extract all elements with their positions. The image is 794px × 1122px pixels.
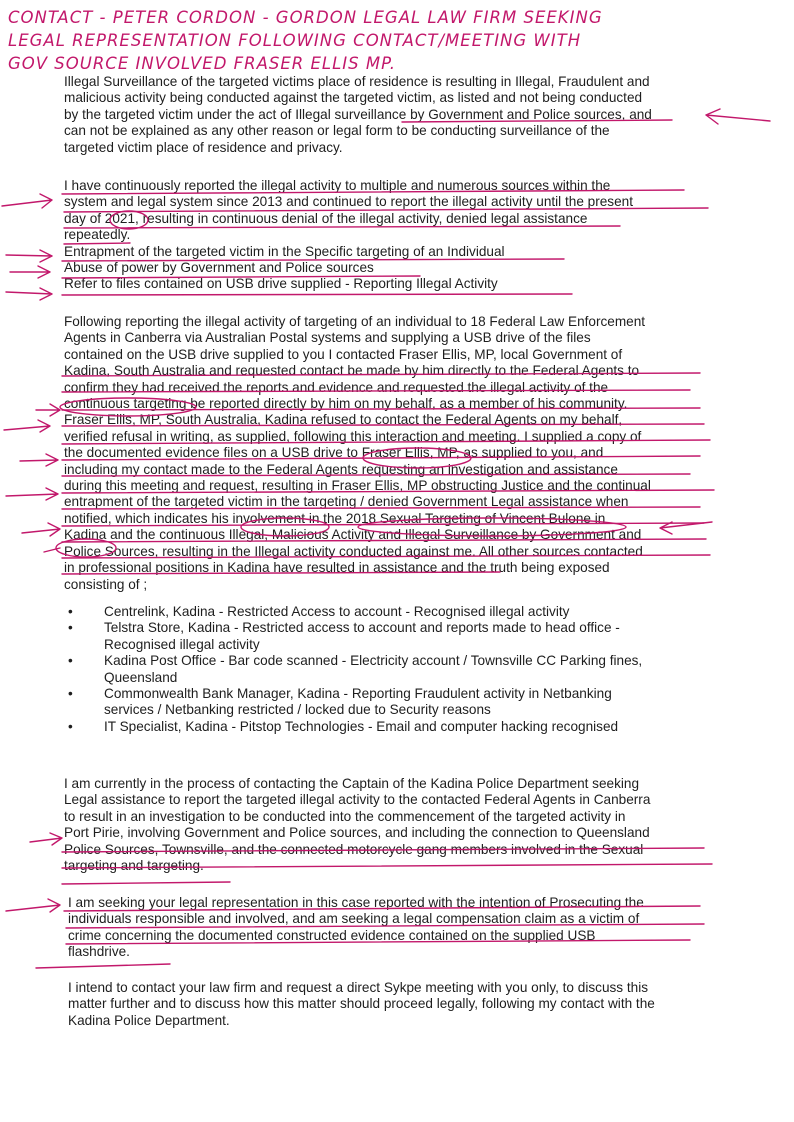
text-line: confirm they had received the reports and evidence and requested the illegal activity of the	[64, 379, 609, 395]
arrow-mark	[10, 266, 50, 278]
text-line: I am seeking your legal representation in this case reported with the intention of Prosecuting the	[68, 895, 644, 910]
underline-mark	[66, 924, 704, 928]
arrow-mark	[6, 899, 60, 912]
underline-mark	[62, 424, 704, 426]
text-line: by the targeted victim under the act of Illegal surveillance by Government and Police sources, and	[64, 106, 652, 122]
underline-mark	[62, 539, 706, 542]
text-line: Kadina and the continuous Illegal, Malicious Activity and Illegal Surveillance by Government and	[64, 527, 642, 543]
text-line: repeatedly.	[64, 227, 131, 243]
list-item-text: Kadina Post Office - Bar code scanned - Electricity account / Townsville CC Parking fines,	[104, 653, 643, 669]
bullet-mark: •	[68, 604, 73, 619]
list-item-text: IT Specialist, Kadina - Pitstop Technologies - Email and computer hacking recognised	[104, 718, 619, 734]
text-line: to result in an investigation to be conducted into the commencement of the targeted activity in	[64, 808, 626, 824]
text-line: Agents in Canberra via Australian Postal systems and supplying a USB drive of the files	[64, 330, 591, 346]
underline-mark	[64, 243, 130, 244]
text-line: system and legal system since 2013 and continued to report the illegal activity until the present	[64, 194, 633, 210]
text-line: can not be explained as any other reason or legal form to be conducting surveillance of the	[64, 123, 610, 139]
text-line: Port Pirie, involving Government and Police sources, and including the connection to Queensland	[64, 825, 650, 841]
text-line: Abuse of power by Government and Police sources	[64, 260, 374, 276]
text-line: Refer to files contained on USB drive supplied - Reporting Illegal Activity	[64, 276, 498, 292]
handwritten-line: CONTACT - PETER CORDON - GORDON LEGAL LAW FIRM SEEKING	[8, 8, 603, 27]
underline-mark	[402, 120, 672, 122]
underline-mark	[62, 294, 572, 295]
list-item-text: Telstra Store, Kadina - Restricted access to account and reports made to head office -	[104, 620, 620, 636]
underline-mark	[62, 456, 700, 460]
text-line: Kadina, South Australia and requested contact be made by him directly to the Federal Agents to	[64, 363, 640, 379]
text-line: including my contact made to the Federal Agents requesting an investigation and assistance	[64, 461, 618, 477]
arrow-mark	[6, 488, 58, 500]
text-line: day of 2021, resulting in continuous denial of the illegal activity, denied legal assistance	[64, 210, 588, 226]
bullet-mark: •	[68, 653, 73, 669]
list-item-text: Recognised illegal activity	[104, 636, 260, 652]
underline-mark	[36, 964, 170, 968]
underline-mark	[64, 208, 708, 212]
list-item-text: Centrelink, Kadina - Restricted Access to account - Recognised illegal activity	[104, 604, 570, 619]
underline-mark	[62, 440, 710, 444]
list-item-text: Queensland	[104, 669, 178, 685]
bullet-mark: •	[68, 686, 73, 702]
underline-mark	[62, 373, 700, 376]
text-line: entrapment of the targeted victim in the targeting / denied Government Legal assistance when	[64, 494, 629, 510]
circle-mark	[241, 518, 329, 536]
text-line: targeted victim place of residence and privacy.	[64, 139, 343, 155]
underline-mark	[66, 940, 690, 944]
text-line: Police Sources, Townsville, and the connected motorcycle gang members involved in the Sexual	[64, 841, 644, 857]
underline-mark	[62, 507, 700, 509]
underline-mark	[62, 190, 684, 194]
circle-mark	[110, 211, 148, 229]
arrow-mark	[36, 404, 60, 416]
text-line: Illegal Surveillance of the targeted victims place of residence is resulting in Illegal, Fraudulent and	[64, 74, 650, 89]
text-line: during this meeting and request, resulting in Fraser Ellis, MP obstructing Justice and the continual	[64, 478, 651, 494]
text-line: individuals responsible and involved, and am seeking a legal compensation claim as a victim of	[68, 911, 640, 927]
text-line: I intend to contact your law firm and request a direct Sykpe meeting with you only, to discuss this	[68, 980, 649, 995]
text-line: in professional positions in Kadina have resulted in assistance and the truth being exposed	[64, 560, 610, 576]
arrow-mark	[20, 454, 58, 466]
underline-mark	[62, 259, 564, 261]
underline-mark	[62, 848, 704, 852]
handwritten-line: LEGAL REPRESENTATION FOLLOWING CONTACT/MEETING WITH	[8, 31, 582, 50]
text-line: I am currently in the process of contacting the Captain of the Kadina Police Department seeking	[64, 776, 640, 791]
arrow-mark	[30, 833, 62, 845]
circle-mark	[60, 398, 196, 416]
text-line: targeting and targeting.	[64, 858, 204, 874]
arrow-mark	[2, 194, 52, 208]
underline-mark	[62, 864, 712, 868]
underline-mark	[62, 276, 420, 278]
text-line: contained on the USB drive supplied to you I contacted Fraser Ellis, MP, local Government of	[64, 346, 623, 362]
arrow-mark	[706, 109, 770, 124]
arrow-mark	[6, 288, 52, 300]
arrow-mark	[22, 523, 60, 536]
handwritten-line: GOV SOURCE INVOLVED FRASER ELLIS MP.	[8, 54, 397, 73]
bullet-mark: •	[68, 620, 73, 636]
text-line: notified, which indicates his involvement in the 2018 Sexual Targeting of Vincent Bulone in	[64, 510, 606, 526]
text-line: crime concerning the documented constructed evidence contained on the supplied USB	[68, 927, 596, 943]
list-item-text: Commonwealth Bank Manager, Kadina - Reporting Fraudulent activity in Netbanking	[104, 686, 612, 702]
text-line: Kadina Police Department.	[68, 1012, 230, 1028]
underline-mark	[64, 906, 700, 911]
underline-mark	[62, 882, 230, 884]
text-line: flashdrive.	[68, 944, 130, 960]
underline-mark	[62, 555, 710, 558]
text-line: consisting of ;	[64, 576, 148, 592]
list-item-text: services / Netbanking restricted / locked due to Security reasons	[104, 702, 491, 718]
text-line: Following reporting the illegal activity of targeting of an individual to 18 Federal Law Enforcement	[64, 314, 646, 329]
arrow-mark	[660, 522, 712, 534]
text-line: matter further and to discuss how this matter should proceed legally, following my contact with the	[68, 996, 655, 1012]
text-line: continuous targeting be reported directly by him on my behalf, as a member of his community.	[64, 396, 628, 412]
text-line: malicious activity being conducted against the targeted victim, as listed and not being conducted	[64, 90, 643, 106]
underline-mark	[62, 523, 704, 526]
text-line: Legal assistance to report the targeted illegal activity to the contacted Federal Agents in Canberra	[64, 792, 651, 808]
arrow-mark	[4, 420, 50, 432]
underline-mark	[62, 572, 500, 574]
text-line: Fraser Ellis, MP, South Australia, Kadina refused to contact the Federal Agents on my behalf,	[64, 412, 623, 428]
arrow-mark	[6, 250, 52, 262]
underline-mark	[62, 390, 690, 392]
text-line: Entrapment of the targeted victim in the Specific targeting of an Individual	[64, 243, 505, 259]
underline-mark	[62, 490, 714, 493]
underline-mark	[62, 408, 700, 410]
text-line: the documented evidence files on a USB drive to Fraser Ellis, MP, as supplied to you, and	[64, 445, 604, 461]
text-line: Police Sources, resulting in the Illegal activity conducted against me. All other sources contacted	[64, 543, 643, 559]
text-line: verified refusal in writing, as supplied, following this interaction and meeting. I supplied a copy of	[64, 428, 642, 444]
underline-mark	[64, 226, 620, 228]
underline-mark	[62, 474, 690, 476]
text-line: I have continuously reported the illegal activity to multiple and numerous sources within the	[64, 178, 611, 193]
circle-mark	[358, 518, 626, 536]
bullet-mark: •	[68, 718, 73, 734]
